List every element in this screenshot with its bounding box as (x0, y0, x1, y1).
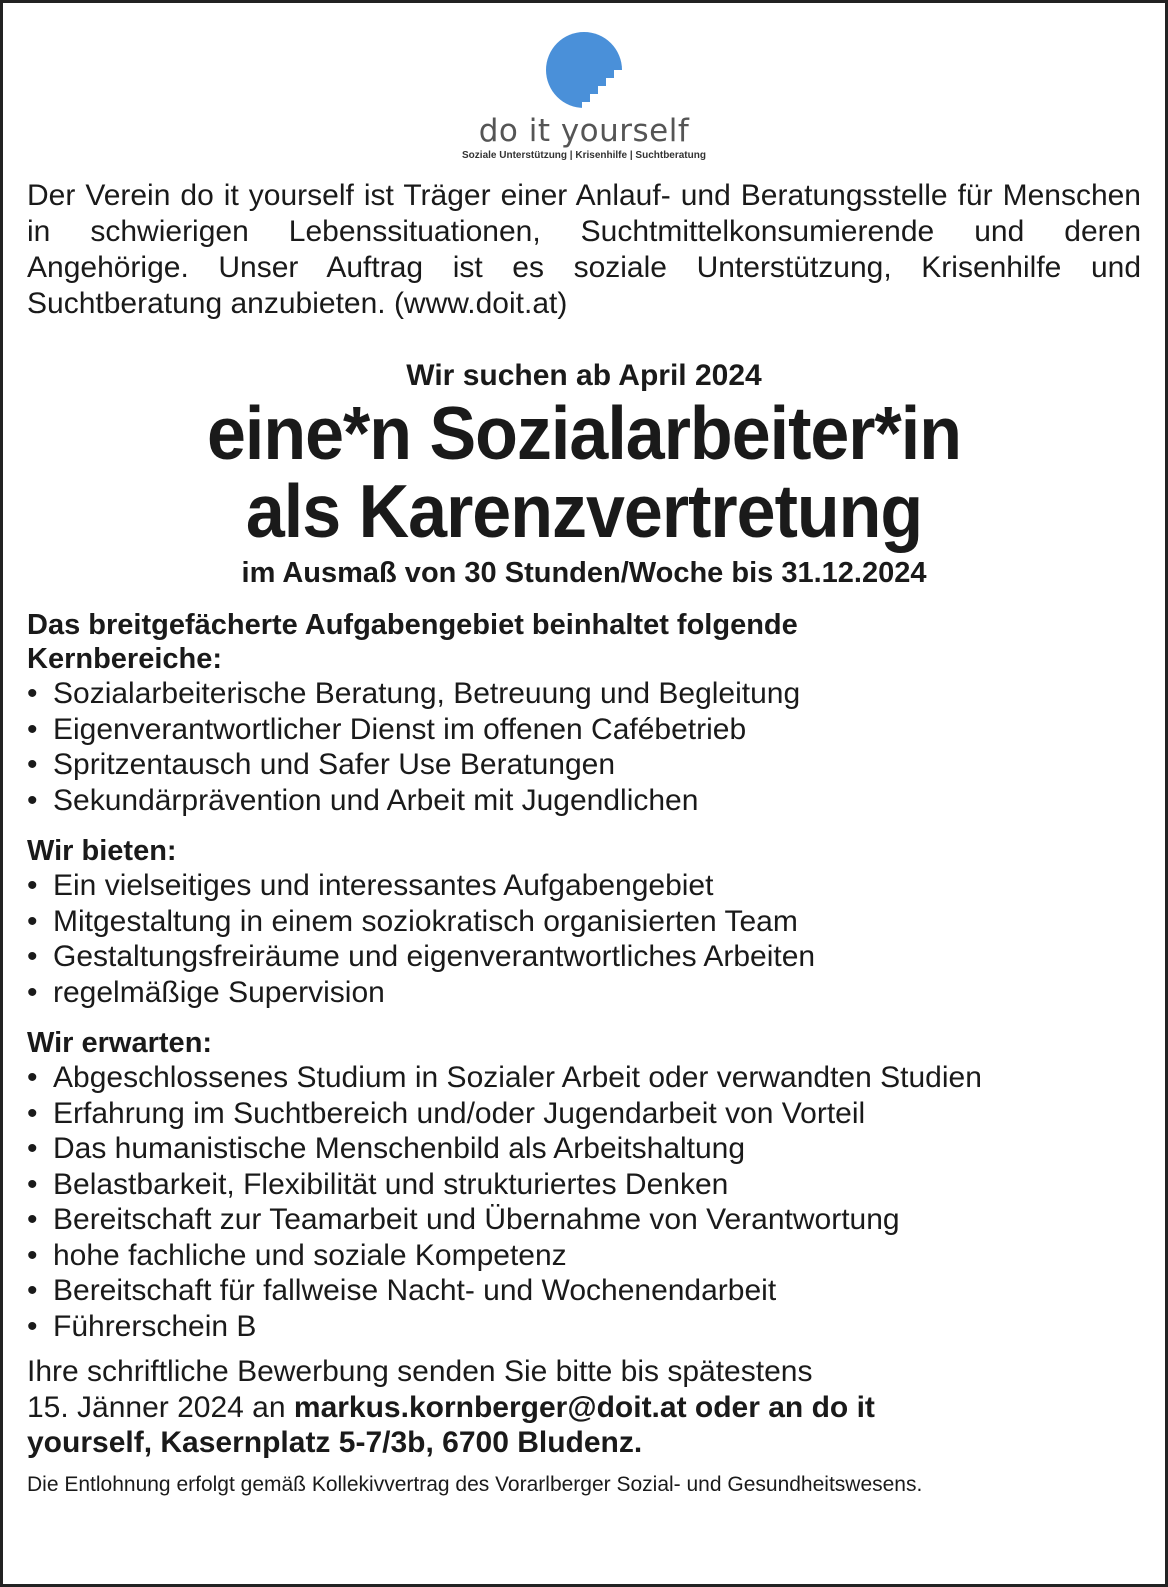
bullet-icon: • (27, 1132, 38, 1165)
list-item (27, 1096, 1141, 1132)
list-item-text: Bereitschaft für fallweise Nacht- und Wochenendarbeit (53, 1274, 777, 1307)
list-item (27, 868, 1141, 904)
bullet-icon: • (27, 1167, 38, 1201)
list-item-text: hohe fachliche und soziale Kompetenz (53, 1238, 567, 1272)
list-item (27, 676, 1141, 712)
list-item-text: Bereitschaft zur Teamarbeit und Übernahme von Verantwortung (53, 1203, 900, 1236)
list-item (27, 1131, 1141, 1167)
job-headline (27, 391, 1141, 553)
list-item-text: Gestaltungsfreiräume und eigenverantwortliches Arbeiten (53, 940, 816, 973)
salary-note: Die Entlohnung erfolgt gemäß Kollekivvertrag des Vorarlberger Sozial- und Gesundheitswesens. (27, 1472, 923, 1496)
bullet-icon: • (27, 677, 38, 710)
bullet-icon: • (27, 783, 38, 817)
apply-address: yourself, Kasernplatz 5-7/3b, 6700 Bludenz. (27, 1426, 643, 1459)
tasks-title-line-1: Das breitgefächerte Aufgabengebiet beinhaltet folgende (27, 609, 798, 641)
tasks-list (27, 676, 1141, 818)
list-item-text: regelmäßige Supervision (53, 975, 385, 1009)
list-item (27, 1238, 1141, 1274)
list-item-text: Belastbarkeit, Flexibilität und strukturiertes Denken (53, 1167, 729, 1201)
ad-content (27, 178, 1141, 1498)
offer-list (27, 868, 1141, 1010)
seek-line: Wir suchen ab April 2024 (406, 359, 762, 392)
bullet-icon: • (27, 748, 38, 781)
hours-line: im Ausmaß von 30 Stunden/Woche bis 31.12.2024 (241, 557, 927, 589)
expect-title: Wir erwarten: (27, 1027, 213, 1059)
list-item (27, 1060, 1141, 1096)
apply-line-2 (27, 1390, 1141, 1426)
list-item (27, 783, 1141, 819)
tasks-title (27, 608, 1141, 676)
list-item-text: Ein vielseitiges und interessantes Aufgabengebiet (53, 869, 714, 902)
list-item-text: Mitgestaltung in einem soziokratisch organisierten Team (53, 904, 798, 938)
list-item (27, 1273, 1141, 1309)
headline-line-2: als Karenzvertretung (245, 468, 923, 553)
bullet-icon: • (27, 904, 38, 938)
list-item (27, 975, 1141, 1011)
list-item-text: Das humanistische Menschenbild als Arbeitshaltung (53, 1132, 746, 1165)
bullet-icon: • (27, 1238, 38, 1272)
bullet-icon: • (27, 712, 38, 746)
bullet-icon: • (27, 1061, 38, 1094)
list-item-text: Sekundärprävention und Arbeit mit Jugendlichen (53, 783, 699, 817)
list-item-text: Sozialarbeiterische Beratung, Betreuung und Begleitung (53, 677, 801, 710)
logo-tagline: Soziale Unterstützung | Krisenhilfe | Suchtberatung (462, 150, 706, 161)
list-item (27, 1167, 1141, 1203)
tasks-title-line-2: Kernbereiche: (27, 643, 223, 675)
apply-deadline: 15. Jänner 2024 an (27, 1390, 294, 1424)
bullet-icon: • (27, 1274, 38, 1307)
list-item (27, 939, 1141, 975)
apply-email-link[interactable]: markus.kornberger@doit.at oder an do it (293, 1390, 875, 1424)
list-item (27, 747, 1141, 783)
logo-mark-icon (544, 30, 624, 110)
bullet-icon: • (27, 975, 38, 1009)
list-item-text: Abgeschlossenes Studium in Sozialer Arbeit oder verwandten Studien (53, 1061, 982, 1094)
list-item-text: Eigenverantwortlicher Dienst im offenen Cafébetrieb (53, 712, 747, 746)
bullet-icon: • (27, 940, 38, 973)
logo (0, 30, 1168, 161)
list-item (27, 712, 1141, 748)
expect-list (27, 1060, 1141, 1344)
bullet-icon: • (27, 1096, 38, 1130)
list-item (27, 1202, 1141, 1238)
bullet-icon: • (27, 869, 38, 902)
bullet-icon: • (27, 1203, 38, 1236)
list-item-text: Spritzentausch und Safer Use Beratungen (53, 748, 616, 781)
list-item-text: Erfahrung im Suchtbereich und/oder Jugendarbeit von Vorteil (53, 1096, 866, 1130)
list-item (27, 904, 1141, 940)
offer-title: Wir bieten: (27, 835, 177, 867)
logo-name: do it yourself (478, 113, 690, 149)
list-item (27, 1309, 1141, 1345)
apply-line-1: Ihre schriftliche Bewerbung senden Sie bitte bis spätestens (27, 1355, 813, 1388)
application-text (27, 1354, 1141, 1461)
headline-line-1: eine*n Sozialarbeiter*in (206, 391, 962, 476)
intro-paragraph: Der Verein do it yourself ist Träger einer Anlauf- und Beratungsstelle für Menschen in schwierigen Lebenssituationen, Suchtmittelkonsumierende und deren Angehörige. Unser Auftrag ist es soziale Unterstützung, Krisenhilfe und Suchtberatung anzubieten. (www.doit.at) (27, 179, 1141, 320)
bullet-icon: • (27, 1309, 38, 1343)
list-item-text: Führerschein B (53, 1309, 257, 1343)
